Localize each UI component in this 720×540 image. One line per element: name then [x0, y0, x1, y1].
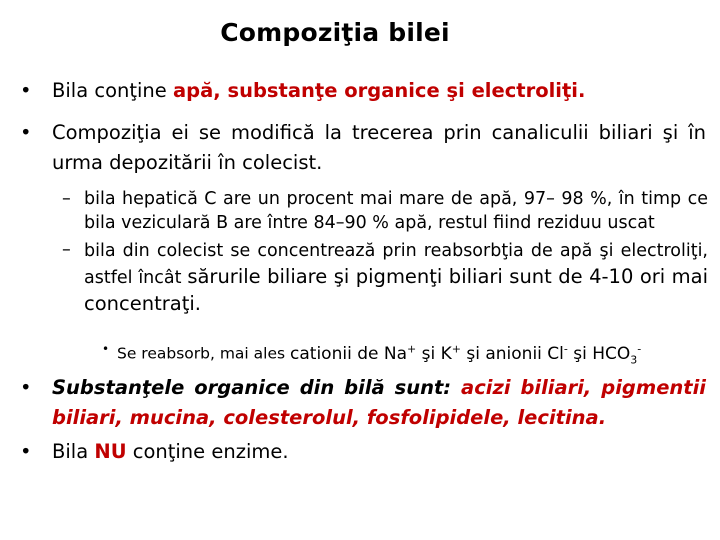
- ion-subscript: 3: [630, 353, 638, 367]
- ion-text: şi anionii Cl: [460, 343, 564, 364]
- bullet-organic: [20, 373, 706, 433]
- ion-charge: +: [406, 342, 417, 355]
- sub-sub-item-reabsorb: [102, 337, 702, 372]
- highlight-text: acizi biliari, pigmentii biliari, mucina, colesterolul, fosfolipidele, lecitina.: [52, 376, 706, 429]
- highlight-text: NU: [94, 440, 127, 463]
- bullet-text: Bila: [52, 440, 95, 463]
- bullet-icon: •: [102, 342, 110, 356]
- ion-charge: -: [563, 342, 568, 355]
- ion-text: şi HCO: [567, 343, 631, 364]
- bullet-icon: •: [20, 121, 32, 144]
- sub-item-text: bila hepatică C are un procent mai mare de apă, 97– 98 %, în timp ce bila veziculară B are între 84–90 % apă, restul fiind reziduu uscat: [84, 189, 708, 233]
- bullet-composition: [20, 76, 706, 106]
- bullet-enzymes: [20, 437, 706, 467]
- ion-charge: -: [637, 342, 642, 355]
- bullet-text: Bila conţine: [52, 79, 173, 102]
- sub-item-hepatic: [62, 187, 708, 235]
- highlight-text: apă, substanţe organice şi electroliţi.: [173, 79, 586, 102]
- sub-sub-text: Se reabsorb, mai ales: [117, 344, 291, 363]
- ion-text: cationii de Na: [290, 343, 407, 364]
- bullet-modification: [20, 118, 706, 178]
- bullet-icon: •: [20, 79, 32, 102]
- page-title: Compoziţia bilei: [220, 18, 450, 47]
- ion-text: şi K: [416, 343, 452, 364]
- bullet-label: Substanţele organice din bilă sunt:: [52, 376, 452, 399]
- ion-charge: +: [451, 342, 461, 355]
- bullet-text: conţine enzime.: [126, 440, 289, 463]
- sub-item-text: bila din colecist se concentrează prin reabsorbţia de apă şi electroliţi, astfel încât: [84, 241, 708, 288]
- sub-item-text-large: sărurile biliare şi pigmenţi biliari sunt de 4-10 ori mai concentraţi.: [84, 265, 709, 315]
- sub-item-colecist: [62, 238, 708, 318]
- dash-icon: –: [62, 189, 71, 209]
- bullet-text: Compoziţia ei se modifică la trecerea prin canaliculii biliari şi în urma depozitării în colecist.: [52, 121, 706, 174]
- bullet-icon: •: [20, 440, 32, 463]
- dash-icon: –: [62, 240, 71, 260]
- bullet-icon: •: [20, 376, 32, 399]
